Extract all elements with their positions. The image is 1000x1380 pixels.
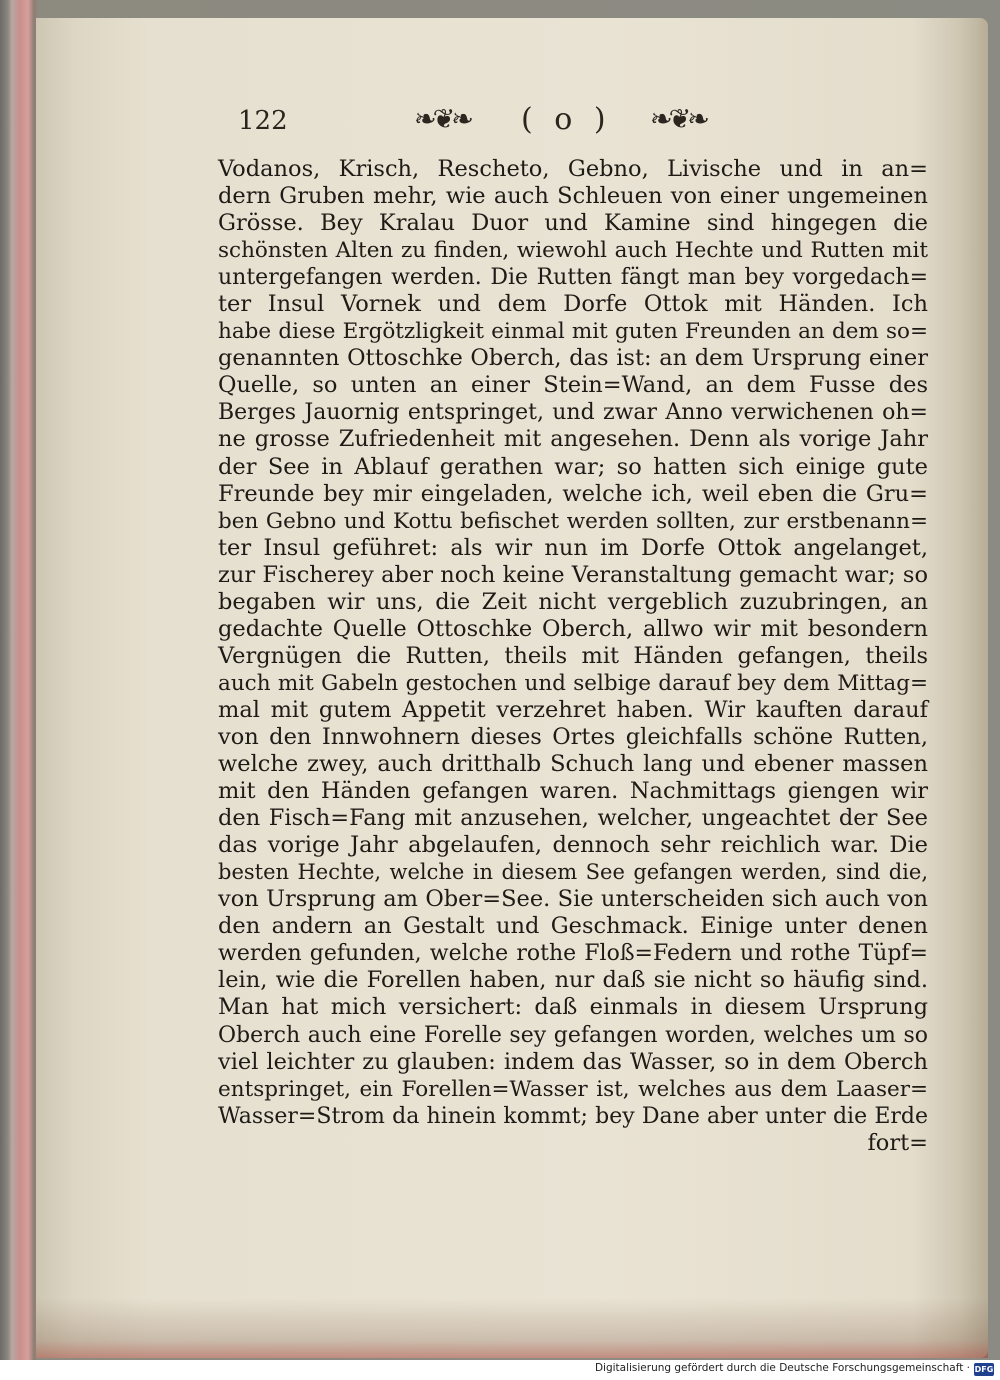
text-line: Quelle, so unten an einer Stein=Wand, an dem Fusse des [218, 372, 928, 399]
text-line: Grösse. Bey Kralau Duor und Kamine sind hingegen die [218, 210, 928, 237]
text-line: mal mit gutem Appetit verzehret haben. Wir kauften darauf [218, 696, 928, 723]
footer-credit: Digitalisierung gefördert durch die Deutsche Forschungsgemeinschaft · [594, 1362, 970, 1374]
text-line: den andern an Gestalt und Geschmack. Einige unter denen [218, 913, 928, 940]
ornament-right-icon: ❧❦❧ [650, 104, 706, 135]
text-line: untergefangen werden. Die Rutten fängt man bey vorgedach= [218, 265, 928, 291]
text-line: von Ursprung am Ober=See. Sie unterscheiden sich auch von [218, 886, 928, 913]
text-line: den Fisch=Fang mit anzusehen, welcher, ungeachtet der See [218, 805, 928, 832]
text-line: viel leichter zu glauben: indem das Wasser, so in dem Oberch [218, 1048, 928, 1075]
body-text [218, 156, 928, 1157]
text-line: entspringet, ein Forellen=Wasser ist, welches aus dem Laaser= [218, 1076, 928, 1102]
text-line: ne grosse Zufriedenheit mit angesehen. Denn als vorige Jahr [218, 426, 928, 453]
page-number: 122 [238, 106, 288, 136]
running-head: ( o ) [521, 102, 612, 137]
text-line: auch mit Gabeln gestochen und selbige darauf bey dem Mittag= [218, 670, 928, 696]
text-line: ter Insul geführet: als wir nun im Dorfe Ottok angelanget, [218, 534, 928, 561]
text-line: werden gefunden, welche rothe Floß=Federn und rothe Tüpf= [218, 941, 928, 967]
text-line: lein, wie die Forellen haben, nur daß sie nicht so häufig sind. [218, 967, 928, 994]
text-line: Wasser=Strom da hinein kommt; bey Dane aber unter die Erde [218, 1103, 928, 1129]
ornament-left-icon: ❧❦❧ [414, 104, 470, 135]
text-line: der See in Ablauf gerathen war; so hatten sich einige gute [218, 453, 928, 480]
text-line: habe diese Ergötzligkeit einmal mit guten Freunden an dem so= [218, 319, 928, 345]
text-line: Oberch auch eine Forelle sey gefangen worden, welches um so [218, 1022, 928, 1048]
text-line: begaben wir uns, die Zeit nicht vergeblich zuzubringen, an [218, 588, 928, 615]
text-line: dern Gruben mehr, wie auch Schleuen von einer ungemeinen [218, 183, 928, 210]
text-line: von den Innwohnern dieses Ortes gleichfalls schöne Rutten, [218, 723, 928, 750]
text-line: ben Gebno und Kottu befischet werden sollten, zur erstbenann= [218, 508, 928, 534]
dfg-logo: DFG [974, 1365, 994, 1374]
page-edge-shadow [36, 1298, 988, 1358]
text-line: Vergnügen die Rutten, theils mit Händen gefangen, theils [218, 642, 928, 669]
text-line: schönsten Alten zu finden, wiewohl auch Hechte und Rutten mit [218, 238, 928, 264]
text-line: das vorige Jahr abgelaufen, dennoch sehr reichlich war. Die [218, 832, 928, 859]
text-line: zur Fischerey aber noch keine Veranstaltung gemacht war; so [218, 561, 928, 588]
page-header [238, 102, 958, 142]
text-line: ter Insul Vornek und dem Dorfe Ottok mit Händen. Ich [218, 291, 928, 318]
text-line: genannten Ottoschke Oberch, das ist: an dem Ursprung einer [218, 345, 928, 372]
text-line: Berges Jauornig entspringet, und zwar Anno verwichenen oh= [218, 400, 928, 426]
text-line: welche zwey, auch dritthalb Schuch lang und ebener massen [218, 751, 928, 778]
text-line: Man hat mich versichert: daß einmals in diesem Ursprung [218, 994, 928, 1021]
text-line: mit den Händen gefangen waren. Nachmittags giengen wir [218, 778, 928, 805]
text-line: Freunde bey mir eingeladen, welche ich, weil eben die Gru= [218, 480, 928, 507]
text-line: gedachte Quelle Ottoschke Oberch, allwo wir mit besondern [218, 615, 928, 642]
text-line: Vodanos, Krisch, Rescheto, Gebno, Livische und in an= [218, 156, 928, 182]
text-line: besten Hechte, welche in diesem See gefangen werden, sind die, [218, 860, 928, 885]
catchword: fort= [867, 1129, 928, 1156]
